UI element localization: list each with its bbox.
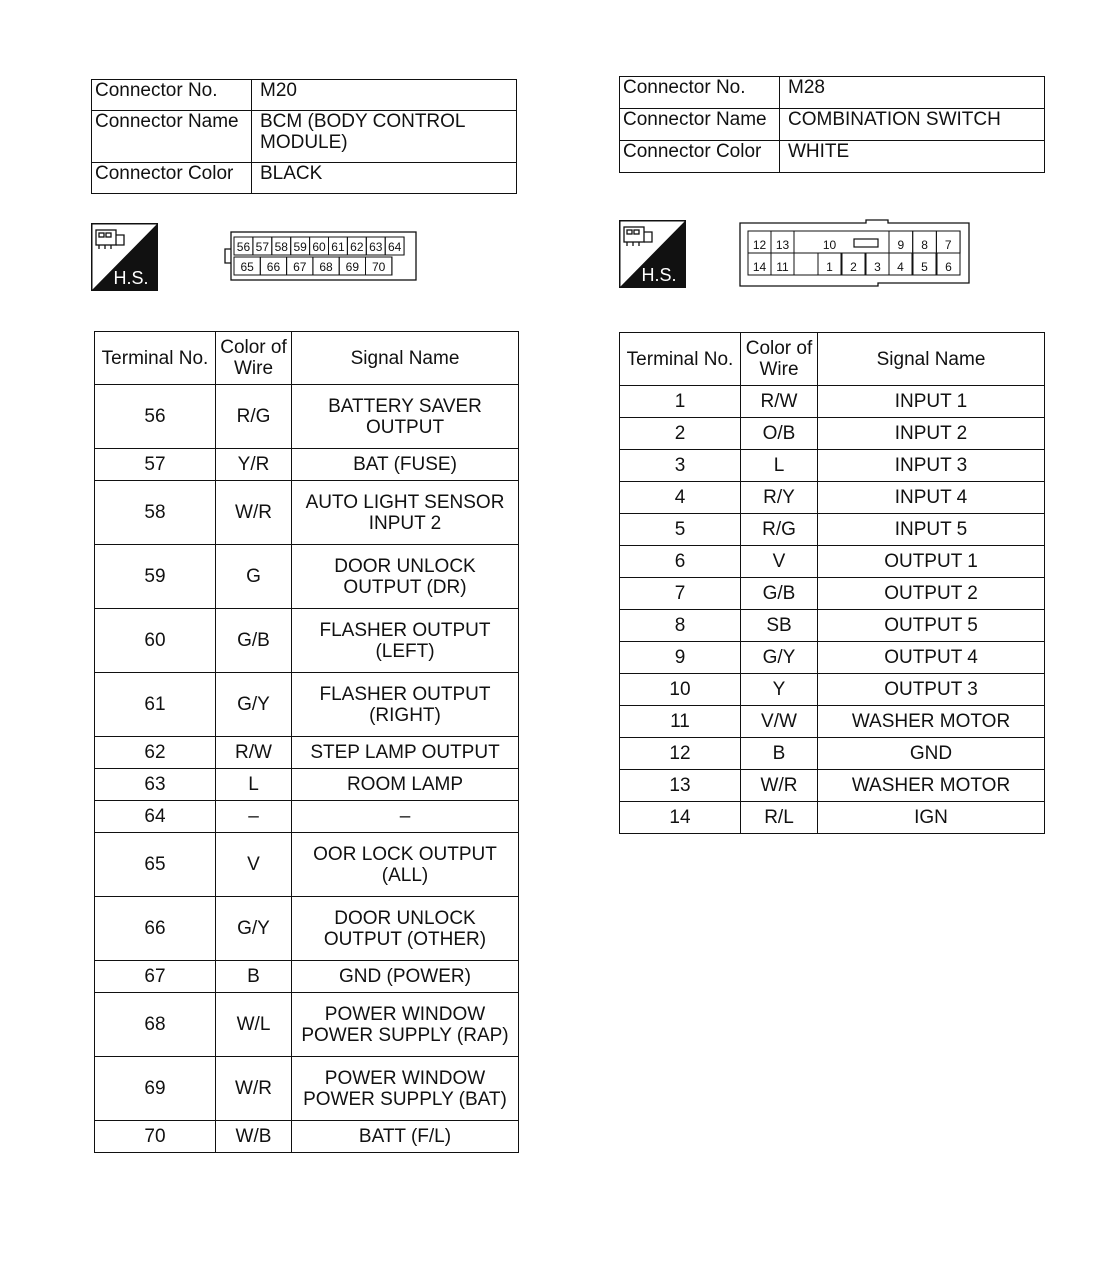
table-row xyxy=(620,386,1045,418)
signal-name-cell: WASHER MOTOR xyxy=(818,770,1045,802)
connector-name-value: BCM (BODY CONTROL MODULE) xyxy=(252,111,517,163)
wire-color-cell: – xyxy=(216,801,292,833)
signal-name-cell: INPUT 3 xyxy=(818,450,1045,482)
left-connector-info xyxy=(91,79,517,194)
pin-number: 7 xyxy=(944,238,952,252)
terminal-no-header: Terminal No. xyxy=(620,333,741,386)
signal-name-cell: INPUT 5 xyxy=(818,514,1045,546)
signal-name-cell: POWER WINDOW POWER SUPPLY (BAT) xyxy=(292,1057,519,1121)
table-row xyxy=(95,961,519,993)
signal-name-cell: STEP LAMP OUTPUT xyxy=(292,737,519,769)
wire-color-cell: R/G xyxy=(741,514,818,546)
signal-name-cell: IGN xyxy=(818,802,1045,834)
wire-color-cell: B xyxy=(216,961,292,993)
wire-color-cell: G/Y xyxy=(216,897,292,961)
wire-color-header: Color of Wire xyxy=(216,332,292,385)
terminal-no-cell: 56 xyxy=(95,385,216,449)
pin-number: 10 xyxy=(822,238,837,252)
terminal-no-cell: 67 xyxy=(95,961,216,993)
wire-color-cell: G/B xyxy=(216,609,292,673)
pin-number: 68 xyxy=(319,260,333,274)
pin-number: 61 xyxy=(331,240,345,254)
table-row xyxy=(95,673,519,737)
table-row xyxy=(620,706,1045,738)
terminal-no-cell: 70 xyxy=(95,1121,216,1153)
signal-name-cell: DOOR UNLOCK OUTPUT (OTHER) xyxy=(292,897,519,961)
signal-name-header: Signal Name xyxy=(292,332,519,385)
table-row xyxy=(95,769,519,801)
signal-name-cell: OUTPUT 5 xyxy=(818,610,1045,642)
table-row xyxy=(620,610,1045,642)
right-connector-diagram xyxy=(738,219,972,292)
terminal-no-header: Terminal No. xyxy=(95,332,216,385)
pin-number: 70 xyxy=(371,260,386,274)
wire-color-cell: W/L xyxy=(216,993,292,1057)
wire-color-cell: B xyxy=(741,738,818,770)
terminal-no-cell: 6 xyxy=(620,546,741,578)
connector-name-label: Connector Name xyxy=(92,111,252,163)
signal-name-cell: ROOM LAMP xyxy=(292,769,519,801)
pin-number: 65 xyxy=(240,260,254,274)
connector-color-label: Connector Color xyxy=(620,141,780,173)
signal-name-header: Signal Name xyxy=(818,333,1045,386)
terminal-no-cell: 61 xyxy=(95,673,216,737)
terminal-no-cell: 5 xyxy=(620,514,741,546)
terminal-no-cell: 13 xyxy=(620,770,741,802)
table-row xyxy=(95,1057,519,1121)
signal-name-cell: OUTPUT 1 xyxy=(818,546,1045,578)
connector-no-label: Connector No. xyxy=(620,77,780,109)
wire-color-cell: W/B xyxy=(216,1121,292,1153)
pin-number: 63 xyxy=(369,240,383,254)
table-row xyxy=(95,801,519,833)
pin-number: 5 xyxy=(921,260,928,274)
pin-number: 2 xyxy=(850,260,857,274)
wire-color-cell: L xyxy=(216,769,292,801)
wire-color-cell: V xyxy=(741,546,818,578)
wire-color-cell: W/R xyxy=(216,481,292,545)
table-row xyxy=(95,609,519,673)
table-row xyxy=(95,545,519,609)
table-row xyxy=(620,802,1045,834)
left-terminal-table xyxy=(94,331,519,1153)
wire-color-cell: G xyxy=(216,545,292,609)
signal-name-cell: GND xyxy=(818,738,1045,770)
signal-name-cell: BAT (FUSE) xyxy=(292,449,519,481)
wire-color-cell: G/B xyxy=(741,578,818,610)
wire-color-cell: G/Y xyxy=(741,642,818,674)
wire-color-cell: R/W xyxy=(741,386,818,418)
wire-color-cell: L xyxy=(741,450,818,482)
signal-name-cell: WASHER MOTOR xyxy=(818,706,1045,738)
wire-color-cell: Y/R xyxy=(216,449,292,481)
signal-name-cell: OOR LOCK OUTPUT (ALL) xyxy=(292,833,519,897)
terminal-no-cell: 60 xyxy=(95,609,216,673)
terminal-no-cell: 68 xyxy=(95,993,216,1057)
wire-color-cell: R/Y xyxy=(741,482,818,514)
wire-color-cell: V/W xyxy=(741,706,818,738)
hs-label: H.S. xyxy=(641,265,677,285)
signal-name-cell: INPUT 2 xyxy=(818,418,1045,450)
connector-no-value: M20 xyxy=(252,80,517,111)
pin-number: 64 xyxy=(387,240,402,254)
table-row xyxy=(620,578,1045,610)
signal-name-cell: FLASHER OUTPUT (LEFT) xyxy=(292,609,519,673)
table-row xyxy=(620,418,1045,450)
terminal-no-cell: 9 xyxy=(620,642,741,674)
signal-name-cell: POWER WINDOW POWER SUPPLY (RAP) xyxy=(292,993,519,1057)
signal-name-cell: OUTPUT 4 xyxy=(818,642,1045,674)
pin-number: 59 xyxy=(293,240,307,254)
terminal-no-cell: 58 xyxy=(95,481,216,545)
pin-number: 57 xyxy=(255,240,270,254)
table-row xyxy=(95,1121,519,1153)
table-row xyxy=(95,993,519,1057)
table-row xyxy=(620,674,1045,706)
table-row xyxy=(620,770,1045,802)
table-row xyxy=(620,450,1045,482)
table-row xyxy=(95,449,519,481)
signal-name-cell: GND (POWER) xyxy=(292,961,519,993)
terminal-no-cell: 69 xyxy=(95,1057,216,1121)
terminal-no-cell: 62 xyxy=(95,737,216,769)
pin-number: 6 xyxy=(945,260,952,274)
signal-name-cell: INPUT 4 xyxy=(818,482,1045,514)
signal-name-cell: BATT (F/L) xyxy=(292,1121,519,1153)
pin-number: 69 xyxy=(345,260,360,274)
pin-number: 11 xyxy=(776,260,789,274)
wire-color-cell: R/L xyxy=(741,802,818,834)
pin-number: 14 xyxy=(752,260,767,274)
pin-number: 13 xyxy=(775,238,790,252)
terminal-no-cell: 7 xyxy=(620,578,741,610)
wire-color-header: Color of Wire xyxy=(741,333,818,386)
wire-color-cell: O/B xyxy=(741,418,818,450)
connector-color-label: Connector Color xyxy=(92,163,252,194)
terminal-no-cell: 14 xyxy=(620,802,741,834)
connector-color-value: BLACK xyxy=(252,163,517,194)
hs-label: H.S. xyxy=(113,268,149,288)
terminal-no-cell: 66 xyxy=(95,897,216,961)
pin-number: 9 xyxy=(897,238,905,252)
signal-name-cell: – xyxy=(292,801,519,833)
pin-number: 1 xyxy=(826,260,833,274)
connector-name-label: Connector Name xyxy=(620,109,780,141)
wire-color-cell: V xyxy=(216,833,292,897)
terminal-no-cell: 59 xyxy=(95,545,216,609)
table-row xyxy=(95,833,519,897)
wire-color-cell: Y xyxy=(741,674,818,706)
table-row xyxy=(620,642,1045,674)
pin-number: 4 xyxy=(897,260,904,274)
right-terminal-table xyxy=(619,332,1045,834)
pin-number: 12 xyxy=(752,238,767,252)
terminal-no-cell: 12 xyxy=(620,738,741,770)
signal-name-cell: BATTERY SAVER OUTPUT xyxy=(292,385,519,449)
terminal-no-cell: 11 xyxy=(620,706,741,738)
pin-number: 58 xyxy=(274,240,288,254)
pin-number: 3 xyxy=(874,260,881,274)
table-row xyxy=(95,737,519,769)
terminal-no-cell: 63 xyxy=(95,769,216,801)
pin-number: 67 xyxy=(293,260,307,274)
wire-color-cell: W/R xyxy=(741,770,818,802)
signal-name-cell: FLASHER OUTPUT (RIGHT) xyxy=(292,673,519,737)
table-row xyxy=(620,482,1045,514)
left-connector-diagram xyxy=(222,231,418,288)
table-row xyxy=(620,738,1045,770)
table-row xyxy=(95,481,519,545)
table-row xyxy=(95,385,519,449)
wire-color-cell: SB xyxy=(741,610,818,642)
terminal-no-cell: 2 xyxy=(620,418,741,450)
pin-number: 60 xyxy=(312,240,326,254)
terminal-no-cell: 8 xyxy=(620,610,741,642)
wire-color-cell: R/G xyxy=(216,385,292,449)
wire-color-cell: R/W xyxy=(216,737,292,769)
terminal-no-cell: 65 xyxy=(95,833,216,897)
signal-name-cell: INPUT 1 xyxy=(818,386,1045,418)
pin-number: 56 xyxy=(236,240,251,254)
connector-name-value: COMBINATION SWITCH xyxy=(780,109,1045,141)
connector-color-value: WHITE xyxy=(780,141,1045,173)
right-connector-info xyxy=(619,76,1045,173)
harness-side-icon xyxy=(91,223,158,296)
connector-no-label: Connector No. xyxy=(92,80,252,111)
signal-name-cell: DOOR UNLOCK OUTPUT (DR) xyxy=(292,545,519,609)
signal-name-cell: OUTPUT 3 xyxy=(818,674,1045,706)
signal-name-cell: OUTPUT 2 xyxy=(818,578,1045,610)
signal-name-cell: AUTO LIGHT SENSOR INPUT 2 xyxy=(292,481,519,545)
pin-number: 62 xyxy=(350,240,364,254)
terminal-no-cell: 1 xyxy=(620,386,741,418)
pin-number: 8 xyxy=(921,238,928,252)
terminal-no-cell: 10 xyxy=(620,674,741,706)
terminal-no-cell: 64 xyxy=(95,801,216,833)
connector-no-value: M28 xyxy=(780,77,1045,109)
harness-side-icon xyxy=(619,220,686,293)
terminal-no-cell: 57 xyxy=(95,449,216,481)
terminal-no-cell: 3 xyxy=(620,450,741,482)
terminal-no-cell: 4 xyxy=(620,482,741,514)
table-row xyxy=(620,546,1045,578)
table-row xyxy=(95,897,519,961)
wire-color-cell: G/Y xyxy=(216,673,292,737)
pin-number: 66 xyxy=(266,260,281,274)
table-row xyxy=(620,514,1045,546)
wire-color-cell: W/R xyxy=(216,1057,292,1121)
